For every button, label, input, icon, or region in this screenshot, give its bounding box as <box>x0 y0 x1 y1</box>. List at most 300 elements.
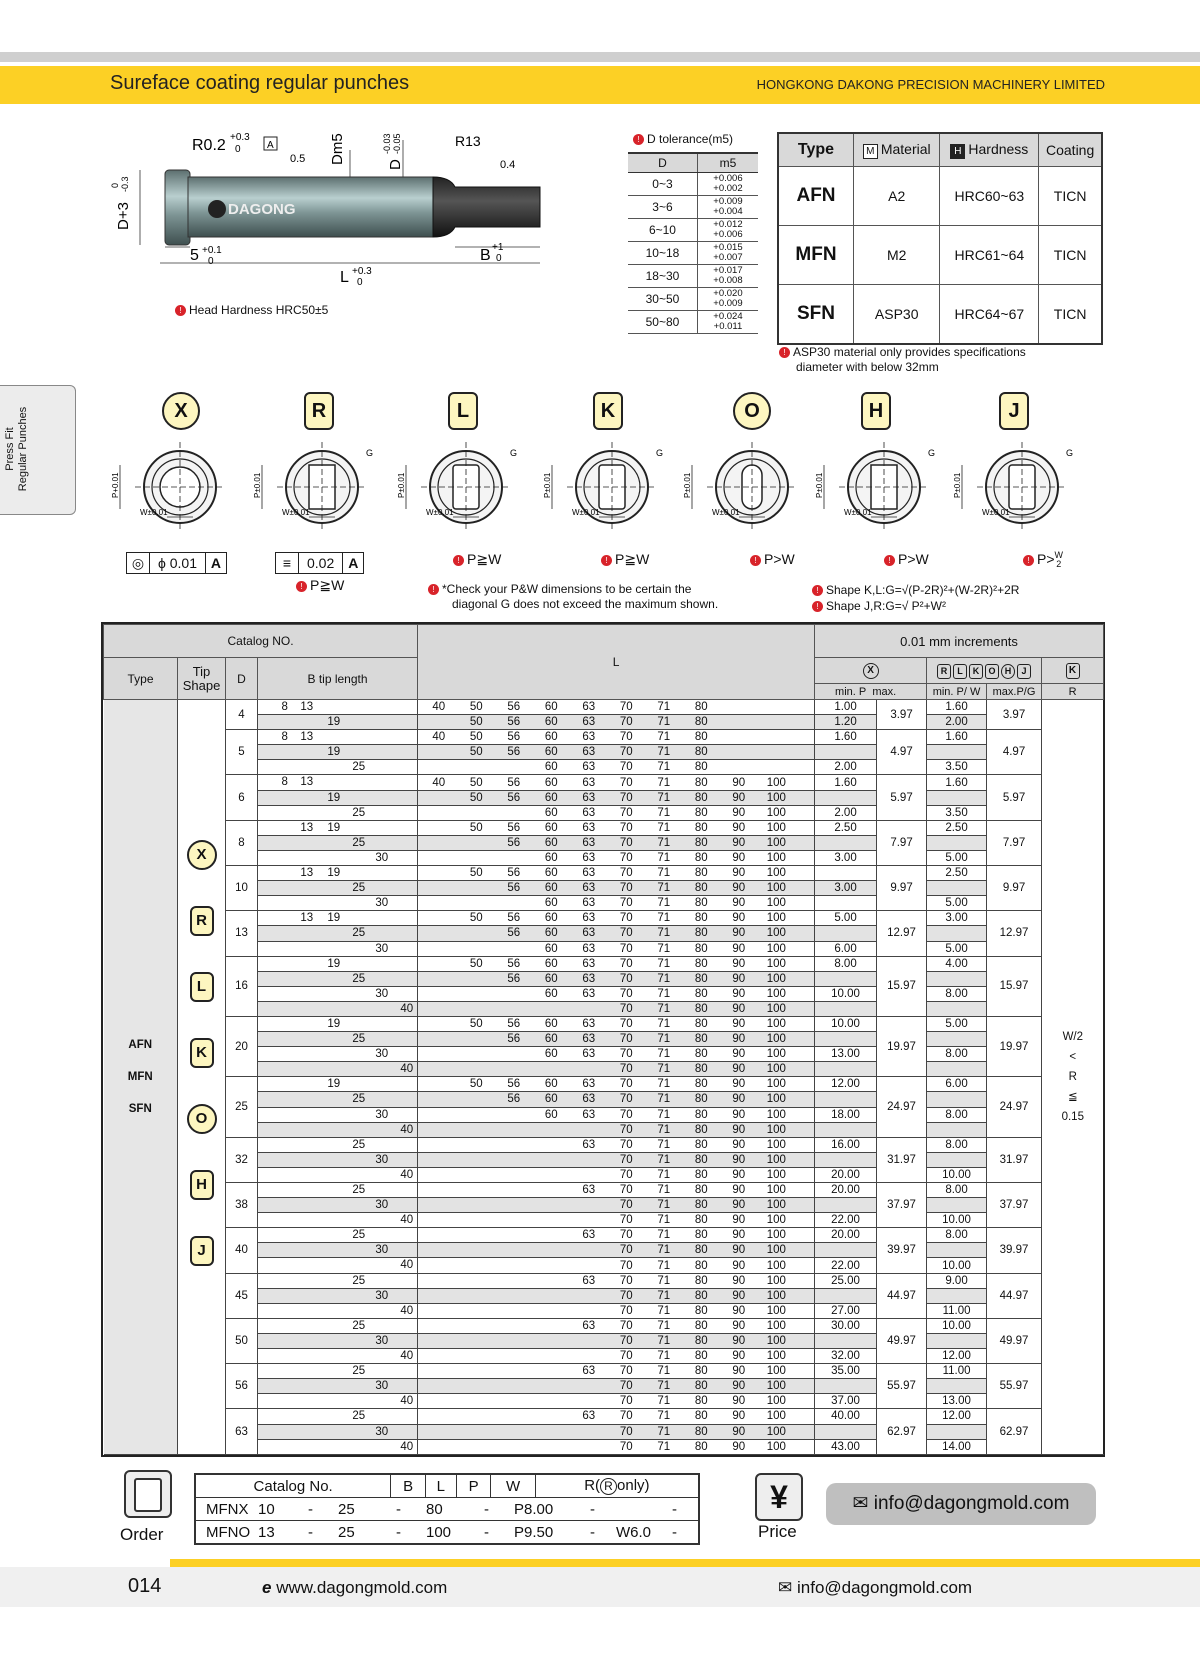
side-tab[interactable] <box>0 385 76 515</box>
l-values-cell <box>418 1122 815 1137</box>
company-name: HONGKONG DAKONG PRECISION MACHINERY LIMITED <box>756 77 1105 92</box>
shape-diagram-x <box>111 442 225 532</box>
l-value: 63 <box>582 1093 596 1106</box>
x-min-p <box>815 896 877 911</box>
l-value: 50 <box>469 701 483 714</box>
l-value: 71 <box>657 1380 671 1393</box>
b-tip-value: 40 <box>400 1440 414 1453</box>
r-condition-line: < <box>1069 1050 1077 1063</box>
l-values-cell <box>418 1032 815 1047</box>
l-value: 100 <box>766 1289 786 1302</box>
b-tip-cell <box>258 730 418 745</box>
type-name: SFN <box>778 285 854 345</box>
x-max: 44.97 <box>877 1273 927 1318</box>
d-value: 5 <box>226 730 258 775</box>
l-value: 80 <box>694 806 708 819</box>
b-tip-value: 40 <box>400 1002 414 1015</box>
tol-lower: +0.009 <box>713 298 743 309</box>
l-values-cell <box>418 911 815 926</box>
l-values-cell <box>418 866 815 881</box>
shape-diagram-h <box>815 442 935 532</box>
b-tip-value: 19 <box>327 912 341 925</box>
website[interactable] <box>262 1578 447 1598</box>
x-min-p <box>815 926 877 941</box>
l-value: 40 <box>432 776 446 789</box>
b-tip-cell <box>258 1167 418 1182</box>
b-tip-value: 19 <box>327 716 341 729</box>
svg-text:G: G <box>656 448 664 458</box>
x-min-p: 12.00 <box>815 1077 877 1092</box>
l-values-cell <box>418 1001 815 1016</box>
l-value: 80 <box>694 701 708 714</box>
tolerance-row <box>628 196 758 219</box>
shape-diagram-l <box>397 442 517 532</box>
tip-shape-r: R <box>190 906 214 936</box>
order-example <box>195 1521 699 1545</box>
check-note-2: diagonal G does not exceed the maximum shown. <box>452 597 719 611</box>
l-value: 71 <box>657 1274 671 1287</box>
order-value: 100 <box>426 1523 452 1541</box>
b-tip-value: 30 <box>375 1380 389 1393</box>
r-max-pg: 62.97 <box>987 1409 1042 1454</box>
b-tip-cell <box>258 805 418 820</box>
r-max-pg: 3.97 <box>987 700 1042 730</box>
l-value: 63 <box>582 701 596 714</box>
l-values-cell <box>418 986 815 1001</box>
l-value: 71 <box>657 1334 671 1347</box>
x-max: 39.97 <box>877 1228 927 1273</box>
page-number: 014 <box>128 1575 162 1597</box>
table-row <box>104 1318 1104 1333</box>
l-value: 90 <box>732 867 746 880</box>
r-max-pg: 24.97 <box>987 1077 1042 1137</box>
order-value: 25 <box>338 1500 355 1518</box>
r-min-pw <box>927 1424 987 1439</box>
tol-m5 <box>697 219 758 242</box>
b-tip-value: 19 <box>327 746 341 759</box>
b-tip-cell <box>258 1228 418 1243</box>
r-min-pw <box>927 1062 987 1077</box>
shape-diagram-o <box>683 442 797 532</box>
l-value: 71 <box>657 1018 671 1031</box>
b-tip-cell <box>258 1424 418 1439</box>
x-col-header <box>815 658 927 684</box>
order-value: MFNX <box>206 1500 249 1518</box>
l-value: 60 <box>544 972 558 985</box>
order-h-w: W <box>491 1474 535 1498</box>
l-value: 50 <box>469 1078 483 1091</box>
coating-header: Coating <box>1039 133 1102 167</box>
l-value: 63 <box>582 957 596 970</box>
l-value: 100 <box>766 927 786 940</box>
l-value: 100 <box>766 1002 786 1015</box>
r-min-pw: 1.60 <box>927 700 987 715</box>
l-value: 70 <box>619 1259 633 1272</box>
order-h-l: L <box>425 1474 456 1498</box>
l-header: L <box>418 625 815 700</box>
tip-shape-o: O <box>187 1104 217 1134</box>
l-value: 50 <box>469 1018 483 1031</box>
b-tip-cell <box>258 1288 418 1303</box>
b-tip-cell <box>258 1379 418 1394</box>
x-max: 3.97 <box>877 700 927 730</box>
b-tip-cell <box>258 700 418 715</box>
x-max: 55.97 <box>877 1364 927 1409</box>
l-value: 70 <box>619 1350 633 1363</box>
tol-upper: +0.012 <box>713 219 743 230</box>
l-value: 100 <box>766 1214 786 1227</box>
r-min-pw: 4.00 <box>927 956 987 971</box>
svg-text:W±0.01: W±0.01 <box>140 508 168 517</box>
x-min-p <box>815 1333 877 1348</box>
l-value: 80 <box>694 972 708 985</box>
x-min-p: 1.20 <box>815 715 877 730</box>
l-value: 100 <box>766 1048 786 1061</box>
r-condition-line: ≦ <box>1067 1090 1078 1103</box>
material: A2 <box>854 167 940 226</box>
b-tip-value: 19 <box>327 1078 341 1091</box>
l-value: 80 <box>694 1350 708 1363</box>
minp-max-header <box>815 684 927 700</box>
l-value: 71 <box>657 1365 671 1378</box>
b-tip-value: 25 <box>352 1319 366 1332</box>
r-min-pw <box>927 1122 987 1137</box>
r-min-pw <box>927 1288 987 1303</box>
shape-diagrams <box>100 432 1100 547</box>
l-value: 90 <box>732 1334 746 1347</box>
l-value: 80 <box>694 1048 708 1061</box>
b-tip-value: 13 <box>300 776 314 789</box>
l-value: 60 <box>544 731 558 744</box>
symmetry-value: 0.02 <box>299 553 343 573</box>
r-min-pw <box>927 1032 987 1047</box>
order-value: - <box>484 1500 489 1518</box>
x-min-p <box>815 866 877 881</box>
l-value: 63 <box>582 867 596 880</box>
r-min-pw: 8.00 <box>927 1183 987 1198</box>
x-max: 12.97 <box>877 911 927 956</box>
l-value: 80 <box>694 987 708 1000</box>
l-value: 70 <box>619 1425 633 1438</box>
l-value: 71 <box>657 1063 671 1076</box>
l-value: 60 <box>544 806 558 819</box>
l-value: 100 <box>766 987 786 1000</box>
tol-lower: +0.007 <box>713 252 743 263</box>
l-value: 70 <box>619 1229 633 1242</box>
l-value: 100 <box>766 836 786 849</box>
increments-header: 0.01 mm increments <box>815 625 1104 658</box>
l-value: 70 <box>619 806 633 819</box>
b-tip-value: 25 <box>352 836 366 849</box>
order-value: P9.50 <box>514 1523 554 1541</box>
l-value: 100 <box>766 1018 786 1031</box>
l-value: 80 <box>694 821 708 834</box>
cond-r-text: P≧W <box>310 577 345 593</box>
l-value: 70 <box>619 1365 633 1378</box>
order-value: 13 <box>258 1523 275 1541</box>
l-value: 63 <box>582 1078 596 1091</box>
tip-shape-x: X <box>187 840 217 870</box>
footer-bar <box>0 1567 1200 1607</box>
b-tip-cell <box>258 1092 418 1107</box>
l-value: 71 <box>657 1093 671 1106</box>
svg-text:W±0.01: W±0.01 <box>712 508 740 517</box>
b-tip-value: 30 <box>375 1108 389 1121</box>
table-row <box>104 820 1104 835</box>
r-min-pw: 12.00 <box>927 1409 987 1424</box>
r-max-pg: 39.97 <box>987 1228 1042 1273</box>
cond-l <box>453 551 501 568</box>
order-value: - <box>308 1523 313 1541</box>
l-values-cell <box>418 835 815 850</box>
b-tip-value: 25 <box>352 1274 366 1287</box>
punch-drawing <box>110 130 570 320</box>
b-tip-value: 25 <box>352 1365 366 1378</box>
l-value: 80 <box>694 1289 708 1302</box>
l-value: 80 <box>694 942 708 955</box>
l-value: 71 <box>657 1350 671 1363</box>
b-tip-cell <box>258 1273 418 1288</box>
l-value: 56 <box>507 1093 521 1106</box>
l-value: 63 <box>582 1048 596 1061</box>
l-value: 56 <box>507 716 521 729</box>
l-values-cell <box>418 896 815 911</box>
l-value: 56 <box>507 701 521 714</box>
l-value: 71 <box>657 1214 671 1227</box>
l-value: 90 <box>732 776 746 789</box>
l-tol: +0.3 <box>352 266 372 277</box>
tip-shape-cell <box>178 700 226 1455</box>
tol-header-m5: m5 <box>697 153 758 173</box>
l-value: 60 <box>544 957 558 970</box>
l-values-cell <box>418 1349 815 1364</box>
l-value: 56 <box>507 867 521 880</box>
l-values-cell <box>418 1364 815 1379</box>
l-value: 63 <box>582 806 596 819</box>
max-text: max. <box>872 685 897 698</box>
l-value: 100 <box>766 1093 786 1106</box>
l-value: 90 <box>732 1063 746 1076</box>
l-value: 50 <box>469 791 483 804</box>
type-row <box>778 226 1102 285</box>
l-value: 70 <box>619 1395 633 1408</box>
svg-text:W±0.01: W±0.01 <box>572 508 600 517</box>
r-min-pw: 8.00 <box>927 986 987 1001</box>
l-value: 71 <box>657 1289 671 1302</box>
r-min-pw: 12.00 <box>927 1349 987 1364</box>
l-value: 63 <box>582 987 596 1000</box>
shape-formulas <box>812 582 1019 614</box>
l-value: 71 <box>657 867 671 880</box>
b-tip-cell <box>258 956 418 971</box>
l-value: 63 <box>582 1410 596 1423</box>
l-value: 71 <box>657 731 671 744</box>
order-value: - <box>672 1500 677 1518</box>
r-min-pw: 8.00 <box>927 1047 987 1062</box>
x-min-p: 40.00 <box>815 1409 877 1424</box>
l-value: 90 <box>732 791 746 804</box>
symmetry-icon: ≡ <box>276 553 299 573</box>
l-value: 70 <box>619 1214 633 1227</box>
five-tol: +0.1 <box>202 245 222 256</box>
d-value: 20 <box>226 1016 258 1076</box>
svg-text:P±0.01: P±0.01 <box>683 472 692 498</box>
b-tip-cell <box>258 1213 418 1228</box>
l-value: 100 <box>766 1078 786 1091</box>
r-min-pw: 2.50 <box>927 866 987 881</box>
l-value: 71 <box>657 1410 671 1423</box>
r-max-pg: 5.97 <box>987 775 1042 820</box>
l-value: 71 <box>657 1395 671 1408</box>
b-tip-cell <box>258 820 418 835</box>
l-value: 100 <box>766 1184 786 1197</box>
l-value: 90 <box>732 927 746 940</box>
x-max: 5.97 <box>877 775 927 820</box>
svg-text:P±0.01: P±0.01 <box>397 472 406 498</box>
l-value: 90 <box>732 1229 746 1242</box>
b-tip-value: 19 <box>327 867 341 880</box>
x-min-p: 1.60 <box>815 775 877 790</box>
x-max: 24.97 <box>877 1077 927 1137</box>
d-value: 63 <box>226 1409 258 1454</box>
btip-header: B tip length <box>258 658 418 700</box>
k-box-icon: K <box>1066 663 1080 679</box>
x-min-p: 35.00 <box>815 1364 877 1379</box>
l-value: 80 <box>694 746 708 759</box>
order-value: - <box>590 1500 595 1518</box>
l-value: 63 <box>582 927 596 940</box>
l-value: 70 <box>619 1123 633 1136</box>
b-tip-cell <box>258 1318 418 1333</box>
rlkohj-icon-r: R <box>937 664 951 679</box>
svg-text:P±0.01: P±0.01 <box>543 472 552 498</box>
x-min-p: 2.50 <box>815 820 877 835</box>
x-min-p: 1.60 <box>815 730 877 745</box>
l-value: 80 <box>694 1184 708 1197</box>
shape-label-o: O <box>733 392 771 430</box>
l-value: 90 <box>732 1395 746 1408</box>
l-value: 60 <box>544 927 558 940</box>
l-value: 90 <box>732 1259 746 1272</box>
d-value: 50 <box>226 1318 258 1363</box>
cond-h-text: P>W <box>898 551 929 567</box>
l-value: 100 <box>766 1138 786 1151</box>
d-value: 13 <box>226 911 258 956</box>
order-value: P8.00 <box>514 1500 554 1518</box>
b-tip-value: 25 <box>352 1138 366 1151</box>
l-value: 63 <box>582 1274 596 1287</box>
x-min-p: 10.00 <box>815 1016 877 1031</box>
order-label: Order <box>120 1525 164 1544</box>
l-value: 71 <box>657 1259 671 1272</box>
catalog-table <box>101 622 1105 1457</box>
l-value: 56 <box>507 1033 521 1046</box>
b-tip-value: 30 <box>375 851 389 864</box>
finish-05: 0.5 <box>290 153 306 165</box>
l-value: 63 <box>582 942 596 955</box>
r-max-pg: 49.97 <box>987 1318 1042 1363</box>
l-value: 70 <box>619 1184 633 1197</box>
r-max-pg: 15.97 <box>987 956 1042 1016</box>
tol-m5 <box>697 265 758 288</box>
l-value: 80 <box>694 1365 708 1378</box>
x-min-p: 27.00 <box>815 1303 877 1318</box>
l-value: 71 <box>657 1425 671 1438</box>
b-tip-cell <box>258 1198 418 1213</box>
b-tip-value: 19 <box>327 957 341 970</box>
l-values-cell <box>418 1288 815 1303</box>
b-tip-cell <box>258 1001 418 1016</box>
x-min-p <box>815 1243 877 1258</box>
l-value: 71 <box>657 1304 671 1317</box>
x-min-p: 30.00 <box>815 1318 877 1333</box>
b-tip-cell <box>258 1303 418 1318</box>
l-value: 63 <box>582 897 596 910</box>
x-min-p <box>815 1288 877 1303</box>
b-tip-cell <box>258 1137 418 1152</box>
order-h-p: P <box>456 1474 491 1498</box>
footer-email[interactable] <box>778 1578 972 1598</box>
x-min-p: 8.00 <box>815 956 877 971</box>
l-value: 100 <box>766 1063 786 1076</box>
d-tol1: -0.03 <box>382 133 392 154</box>
order-value: - <box>672 1523 677 1541</box>
hardness-header <box>940 133 1039 167</box>
tol-m5 <box>697 242 758 265</box>
hardness-h-icon: H <box>950 144 965 159</box>
l-value: 90 <box>732 987 746 1000</box>
b-tip-cell <box>258 790 418 805</box>
l-values-cell <box>418 1258 815 1273</box>
table-row <box>104 1183 1104 1198</box>
price-label: Price <box>758 1522 797 1541</box>
l-value: 60 <box>544 1078 558 1091</box>
l-value: 90 <box>732 1380 746 1393</box>
email-button[interactable] <box>826 1483 1096 1525</box>
l-value: 71 <box>657 1048 671 1061</box>
l-values-cell <box>418 1047 815 1062</box>
warning-icon: ! <box>812 585 823 596</box>
l-value: 56 <box>507 821 521 834</box>
table-row <box>104 866 1104 881</box>
d-value: 40 <box>226 1228 258 1273</box>
l-value: 71 <box>657 882 671 895</box>
l-value: 70 <box>619 882 633 895</box>
table-row <box>104 730 1104 745</box>
l-value: 90 <box>732 1153 746 1166</box>
type-col-header: Type <box>104 658 178 700</box>
l-value: 70 <box>619 1410 633 1423</box>
x-min-p: 16.00 <box>815 1137 877 1152</box>
rlkohj-icon-o: O <box>985 664 999 679</box>
l-value: 100 <box>766 1334 786 1347</box>
l-value: 90 <box>732 1002 746 1015</box>
d-value: 45 <box>226 1273 258 1318</box>
svg-text:W±0.01: W±0.01 <box>982 508 1010 517</box>
l-value: 100 <box>766 1108 786 1121</box>
x-max: 37.97 <box>877 1183 927 1228</box>
b-tip-value: 13 <box>300 731 314 744</box>
l-value: 40 <box>432 731 446 744</box>
r-min-pw <box>927 971 987 986</box>
datum-a: A <box>267 140 274 151</box>
l-value: 71 <box>657 1078 671 1091</box>
l-values-cell <box>418 1439 815 1454</box>
tol-d: 6~10 <box>628 219 697 242</box>
l-value: 63 <box>582 776 596 789</box>
tol-m5 <box>697 196 758 219</box>
cond-j <box>1023 551 1063 569</box>
